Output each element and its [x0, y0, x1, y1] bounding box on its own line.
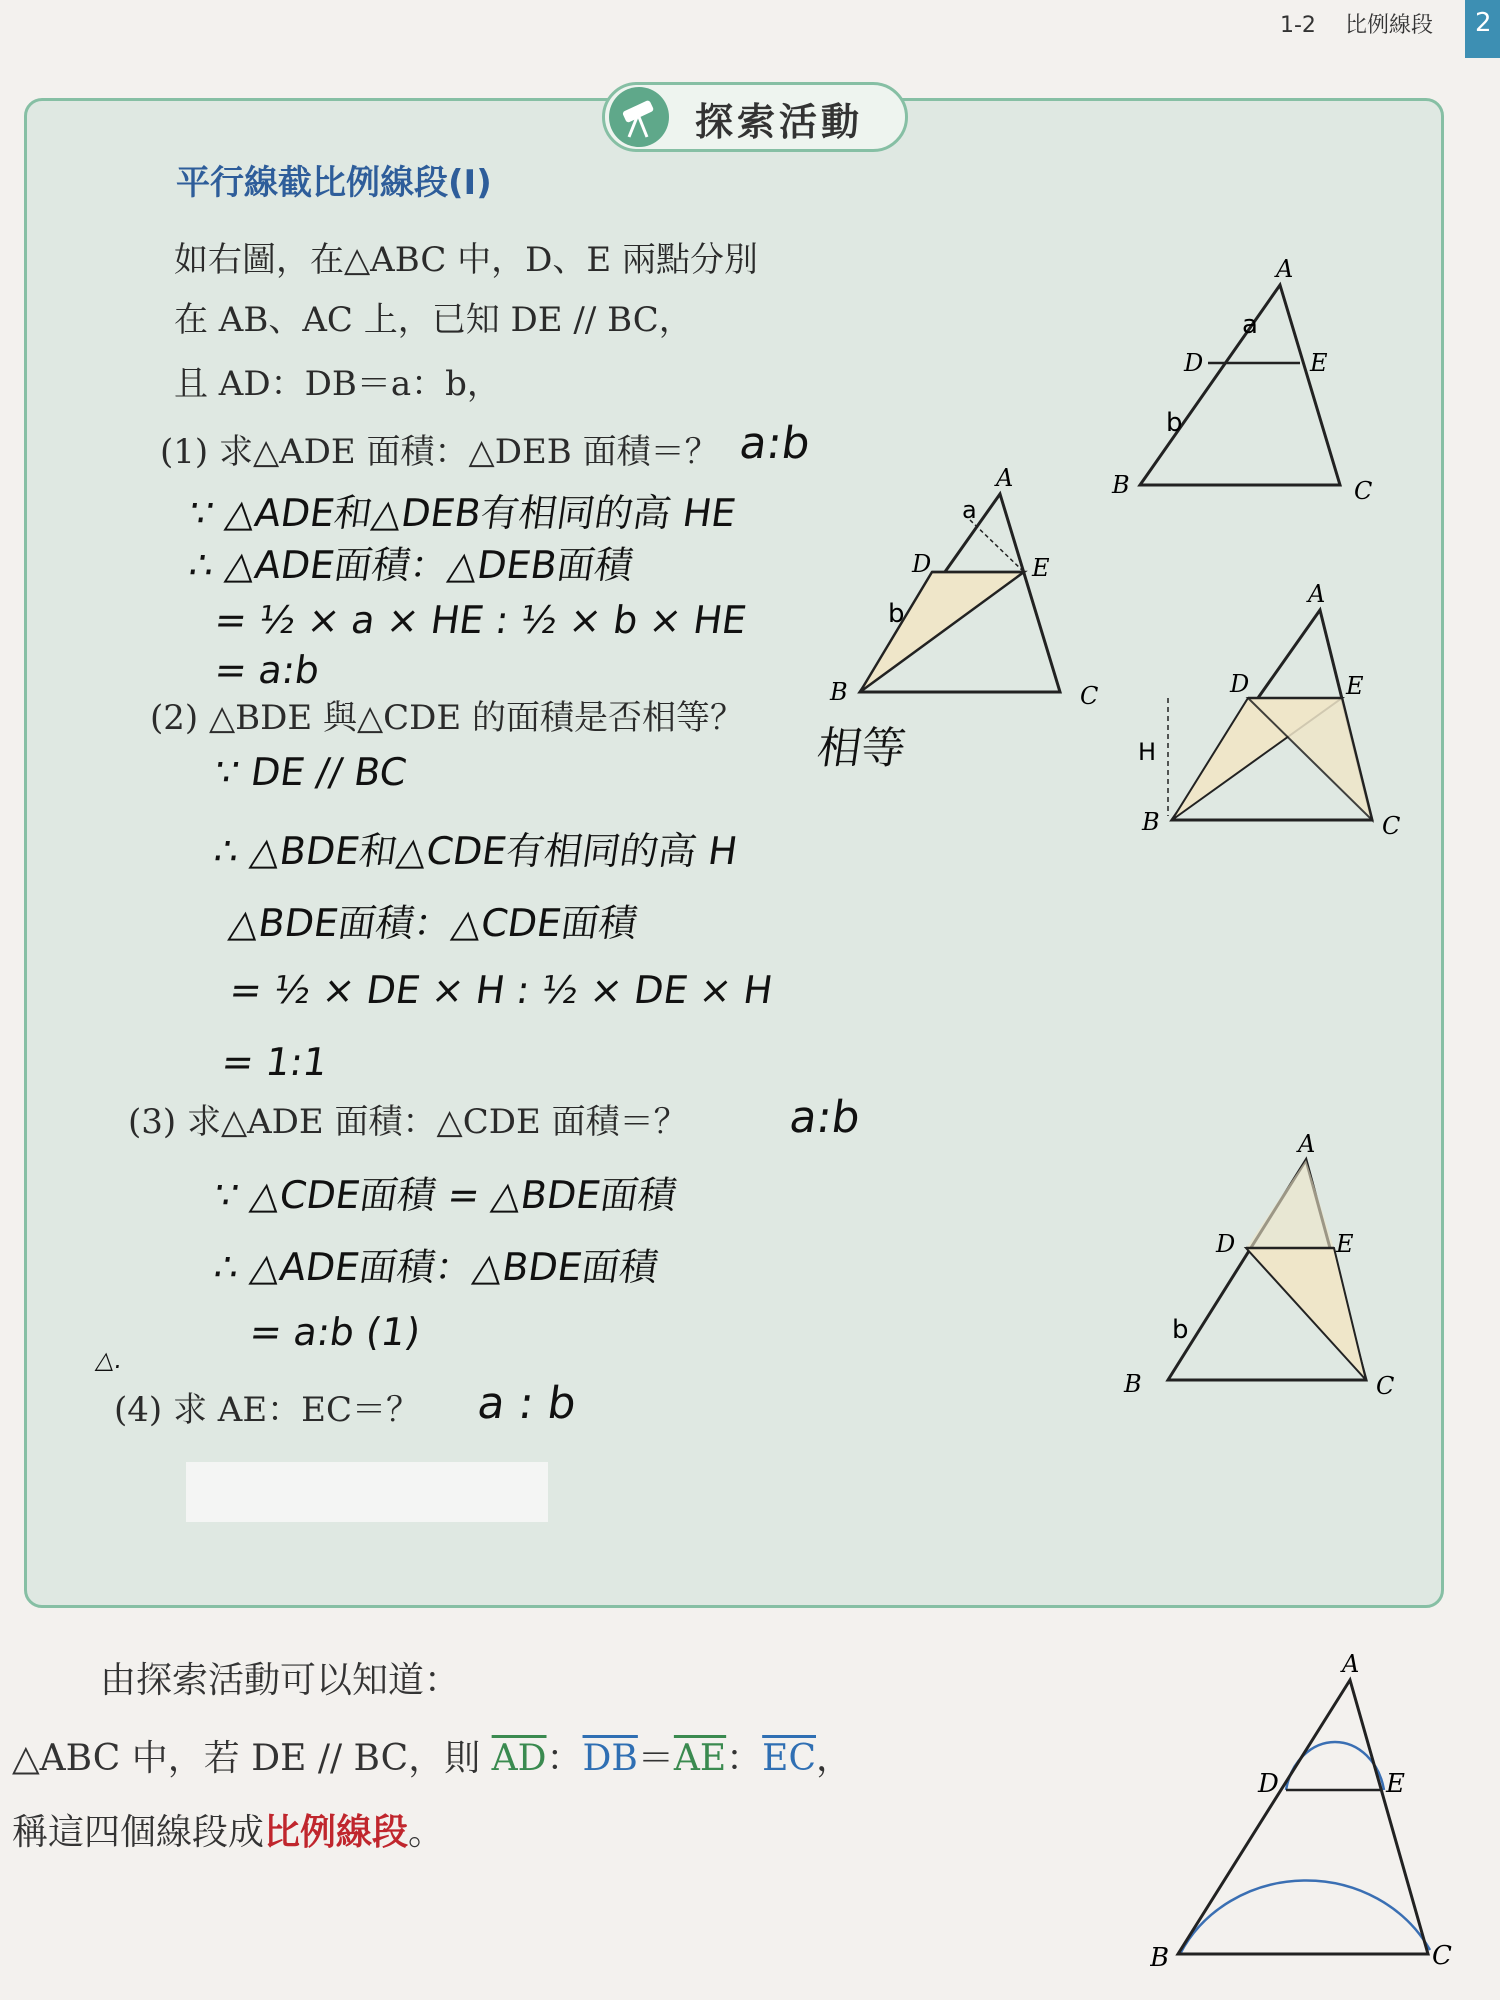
summary-colon-2: ：	[726, 1738, 763, 1779]
q3-question: (3) 求△ADE 面積：△CDE 面積＝？	[128, 1102, 688, 1142]
figure-triangle-3	[1120, 580, 1400, 850]
figure-triangle-4	[1110, 1130, 1400, 1400]
activity-title: 平行線截比例線段(I)	[176, 163, 492, 203]
intro-line-2: 在 AB、AC 上，已知 DE // BC，	[174, 300, 693, 340]
q2-answer: 相等	[813, 723, 909, 774]
label-E: E	[1346, 672, 1364, 700]
label-a: a	[1242, 310, 1258, 340]
intro-line-1: 如右圖，在△ABC 中，D、E 兩點分別	[174, 240, 759, 280]
label-A: A	[996, 464, 1014, 492]
label-b: b	[888, 599, 905, 629]
q3-work-1: ∵ △CDE面積 = △BDE面積	[211, 1173, 680, 1217]
label-C: C	[1354, 477, 1373, 505]
q2-question: (2) △BDE 與△CDE 的面積是否相等？	[150, 698, 745, 738]
section-number: 1-2	[1280, 13, 1316, 38]
q4-question: (4) 求 AE：EC＝？	[114, 1390, 420, 1430]
label-H: H	[1138, 738, 1157, 766]
segment-ae: $\overline{AE}$	[673, 1738, 727, 1779]
summary-line-2	[12, 1730, 852, 1781]
figure-triangle-1	[1100, 255, 1390, 515]
proportional-segments-term: 比例線段	[264, 1811, 409, 1853]
correction-tape	[186, 1462, 548, 1522]
q2-work-2: ∴ △BDE和△CDE有相同的高 H	[211, 829, 741, 873]
label-E: E	[1310, 349, 1328, 377]
q3-work-2: ∴ △ADE面積：△BDE面積	[211, 1245, 661, 1289]
label-D: D	[912, 550, 932, 578]
summary-line-1: 由探索活動可以知道：	[100, 1660, 461, 1701]
q2-work-4: = ½ × DE × H : ½ × DE × H	[226, 968, 776, 1012]
label-B: B	[1124, 1370, 1142, 1398]
label-D: D	[1230, 670, 1250, 698]
label-D: D	[1216, 1230, 1236, 1258]
label-C: C	[1376, 1372, 1395, 1400]
label-E: E	[1386, 1769, 1405, 1799]
q1-question: (1) 求△ADE 面積：△DEB 面積＝？	[160, 432, 719, 472]
q4-answer: a : b	[474, 1378, 580, 1429]
label-B: B	[1142, 808, 1160, 836]
q1-work-3: = ½ × a × HE : ½ × b × HE	[211, 598, 750, 642]
summary-line-2-text: △ABC 中，若 DE // BC，則	[12, 1738, 492, 1779]
q1-work-2: ∴ △ADE面積：△DEB面積	[186, 543, 636, 587]
telescope-icon	[609, 87, 669, 147]
label-C: C	[1382, 812, 1400, 840]
q1-work-4: = a:b	[211, 648, 323, 692]
segment-db: $\overline{DB}$	[582, 1738, 638, 1779]
q2-work-1: ∵ DE // BC	[211, 750, 410, 794]
label-D: D	[1258, 1769, 1279, 1799]
label-B: B	[1112, 471, 1130, 499]
label-B: B	[1150, 1943, 1170, 1970]
label-D: D	[1184, 349, 1204, 377]
segment-ad: $\overline{AD}$	[491, 1738, 547, 1779]
q3-answer: a:b	[786, 1092, 864, 1143]
summary-period: 。	[408, 1812, 445, 1853]
figure-triangle-2	[820, 460, 1110, 720]
figure-triangle-5	[1150, 1650, 1470, 1970]
label-B: B	[830, 678, 848, 706]
label-E: E	[1032, 554, 1050, 582]
activity-banner	[602, 82, 908, 152]
label-A: A	[1298, 1130, 1316, 1158]
label-E: E	[1336, 1230, 1354, 1258]
label-A: A	[1276, 255, 1294, 283]
summary-line-3-text: 稱這四個線段成	[12, 1812, 265, 1853]
label-a: a	[962, 496, 977, 524]
summary-comma: ，	[816, 1738, 853, 1779]
page-number: 2	[1465, 0, 1500, 58]
summary-equals: ＝	[637, 1738, 674, 1779]
section-title: 比例線段	[1344, 13, 1433, 38]
summary-line-3	[12, 1804, 444, 1855]
q2-work-5: = 1:1	[218, 1040, 331, 1084]
q4-marker: △.	[94, 1346, 125, 1374]
q3-work-3: = a:b (1)	[246, 1310, 424, 1354]
intro-line-3: 且 AD：DB＝a：b，	[174, 364, 501, 404]
label-A: A	[1342, 1650, 1360, 1678]
q1-answer: a:b	[736, 418, 814, 469]
label-A: A	[1308, 580, 1326, 608]
page-header	[1280, 8, 1492, 39]
summary-colon-1: ：	[546, 1738, 583, 1779]
label-b: b	[1166, 408, 1183, 438]
label-b: b	[1172, 1315, 1189, 1345]
banner-label: 探索活動	[695, 100, 864, 144]
label-C: C	[1080, 682, 1099, 710]
q1-work-1: ∵ △ADE和△DEB有相同的高 HE	[186, 491, 739, 535]
segment-ec: $\overline{EC}$	[762, 1738, 816, 1779]
q2-work-3: △BDE面積：△CDE面積	[226, 901, 641, 945]
label-C: C	[1432, 1941, 1452, 1970]
